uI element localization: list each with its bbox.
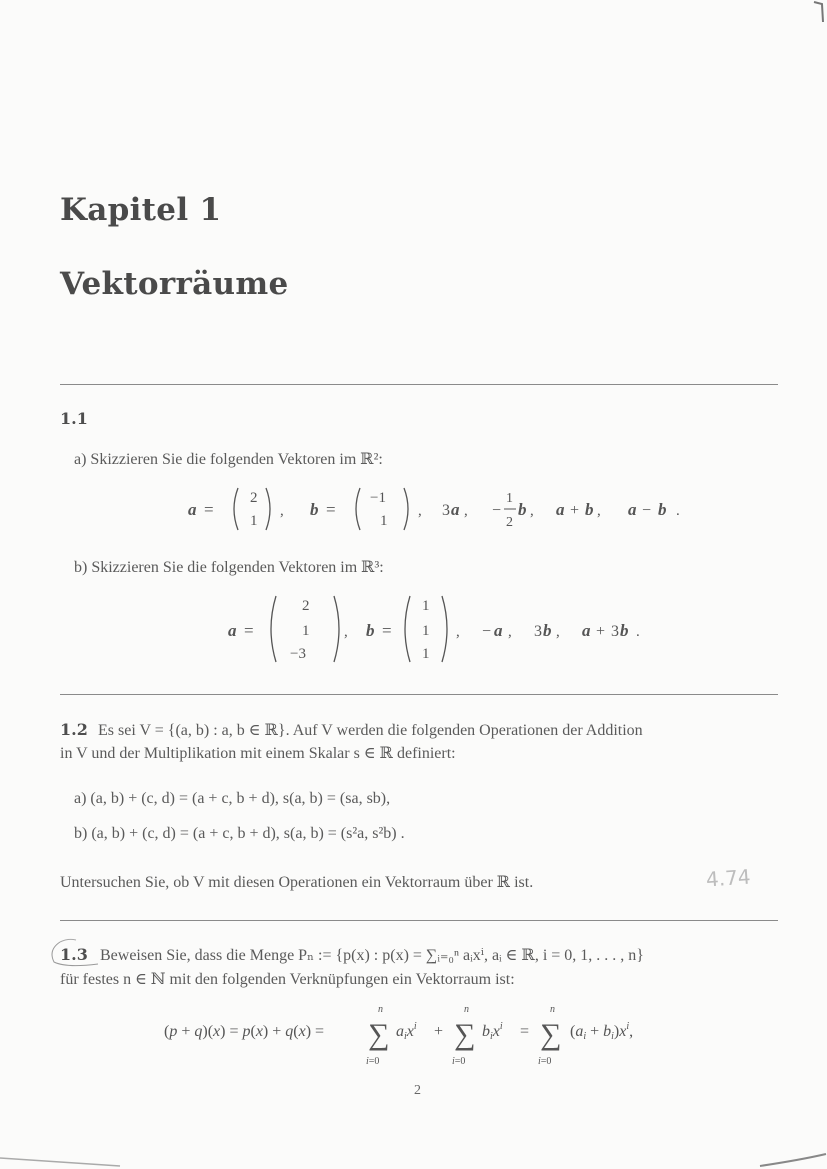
svg-text:=: = (204, 500, 214, 519)
chapter-title: Vektorräume (60, 266, 289, 302)
svg-text:+: + (570, 502, 580, 519)
svg-text:b: b (518, 500, 527, 519)
svg-text:=: = (244, 621, 254, 640)
svg-text:1: 1 (422, 623, 430, 639)
svg-text:a: a (494, 621, 503, 640)
svg-text:∑: ∑ (540, 1018, 562, 1051)
svg-text:3: 3 (534, 623, 542, 640)
formula-vectors-r2 (180, 482, 700, 536)
exercise-text: b) Skizzieren Sie die folgenden Vektoren im ℝ³: (74, 559, 384, 576)
svg-text:3: 3 (442, 502, 450, 519)
scan-bottom-edge (0, 1150, 827, 1169)
svg-text:,: , (344, 624, 348, 640)
svg-text:,: , (597, 503, 601, 519)
svg-text:bixi: bix$^i$ (482, 1021, 503, 1042)
svg-text:b: b (543, 621, 552, 640)
exercise-text: Beweisen Sie, dass die Menge Pₙ := {p(x) : p(x) = ∑ᵢ₌₀ⁿ aᵢxⁱ, aᵢ ∈ ℝ, i = 0, 1, . . . , n} (100, 947, 644, 964)
svg-text:,: , (464, 503, 468, 519)
svg-text:−1: −1 (370, 490, 386, 506)
exercise-text: a) Skizzieren Sie die folgenden Vektoren im ℝ²: (74, 451, 383, 468)
svg-text:n: n (550, 1004, 555, 1015)
exercise-number: 1.2 (60, 720, 88, 739)
svg-text:a: a (582, 621, 591, 640)
svg-text:n: n (378, 1004, 383, 1015)
svg-text:.: . (636, 624, 640, 640)
chapter-label: Kapitel 1 (60, 192, 222, 228)
svg-text:a: a (228, 621, 237, 640)
svg-text:,: , (456, 624, 460, 640)
svg-text:1: 1 (506, 491, 513, 506)
exercise-text: Es sei V = {(a, b) : a, b ∈ ℝ}. Auf V werden die folgenden Operationen der Addition (98, 722, 643, 739)
svg-text:,: , (418, 503, 422, 519)
handwritten-note: 4.74 (705, 864, 752, 892)
page-number: 2 (414, 1083, 421, 1098)
svg-text:1: 1 (422, 598, 430, 614)
svg-text:b: b (620, 621, 629, 640)
svg-text:,: , (280, 503, 284, 519)
svg-text:−: − (492, 502, 502, 519)
svg-text:1: 1 (302, 623, 310, 639)
svg-text:.: . (676, 503, 680, 519)
svg-text:a: a (628, 500, 637, 519)
exercise-number: 1.1 (60, 409, 88, 428)
svg-text:a: a (188, 500, 197, 519)
exercise-number: 1.3 (60, 945, 88, 964)
svg-text:=: = (382, 621, 392, 640)
exercise-item: b) (a, b) + (c, d) = (a + c, b + d), s(a, b) = (s²a, s²b) . (74, 825, 405, 842)
svg-text:=: = (520, 1023, 530, 1040)
svg-text:i=0: i=0 (452, 1056, 466, 1067)
formula-vectors-r3 (220, 592, 660, 666)
svg-text:,: , (530, 503, 534, 519)
svg-text:b: b (366, 621, 375, 640)
svg-text:−3: −3 (290, 646, 306, 662)
svg-text:=: = (326, 500, 336, 519)
svg-text:b: b (658, 500, 667, 519)
svg-text:b: b (310, 500, 319, 519)
svg-text:−: − (642, 502, 652, 519)
svg-text:−: − (482, 623, 492, 640)
section-divider (60, 920, 778, 921)
svg-text:3: 3 (611, 623, 619, 640)
svg-text:,: , (556, 624, 560, 640)
exercise-item: a) (a, b) + (c, d) = (a + c, b + d), s(a, b) = (sa, sb), (74, 790, 391, 807)
svg-text:aixi: aix$^i$ (396, 1021, 417, 1042)
svg-text:1: 1 (380, 513, 388, 529)
formula-polynomial-sum (160, 1002, 690, 1068)
svg-text:i=0: i=0 (366, 1056, 380, 1067)
exercise-text: für festes n ∈ ℕ mit den folgenden Verknüpfungen ein Vektorraum ist: (60, 971, 515, 988)
svg-text:+: + (596, 623, 606, 640)
svg-text:∑: ∑ (454, 1018, 476, 1051)
scan-corner-mark (800, 0, 827, 30)
svg-text:,: , (508, 624, 512, 640)
svg-text:1: 1 (250, 513, 258, 529)
svg-text:1: 1 (422, 646, 430, 662)
svg-text:n: n (464, 1004, 469, 1015)
svg-text:2: 2 (250, 490, 258, 506)
exercise-text: Untersuchen Sie, ob V mit diesen Operationen ein Vektorraum über ℝ ist. (60, 874, 534, 891)
svg-text:∑: ∑ (368, 1018, 390, 1051)
svg-text:(p + q)(x) = p(x) + q(x) =: (p + q)(x) = p(x) + q(x) = (164, 1023, 325, 1040)
section-divider (60, 694, 778, 695)
svg-text:a: a (556, 500, 565, 519)
svg-text:a: a (451, 500, 460, 519)
svg-text:b: b (585, 500, 594, 519)
section-divider (60, 384, 778, 385)
svg-text:2: 2 (302, 598, 310, 614)
exercise-text: in V und der Multiplikation mit einem Skalar s ∈ ℝ definiert: (60, 745, 456, 762)
svg-text:2: 2 (506, 515, 513, 530)
svg-text:i=0: i=0 (538, 1056, 552, 1067)
svg-text:+: + (434, 1023, 444, 1040)
svg-text:(ai + bi)xi,: $(ai + bi)x^i$, (570, 1021, 634, 1042)
